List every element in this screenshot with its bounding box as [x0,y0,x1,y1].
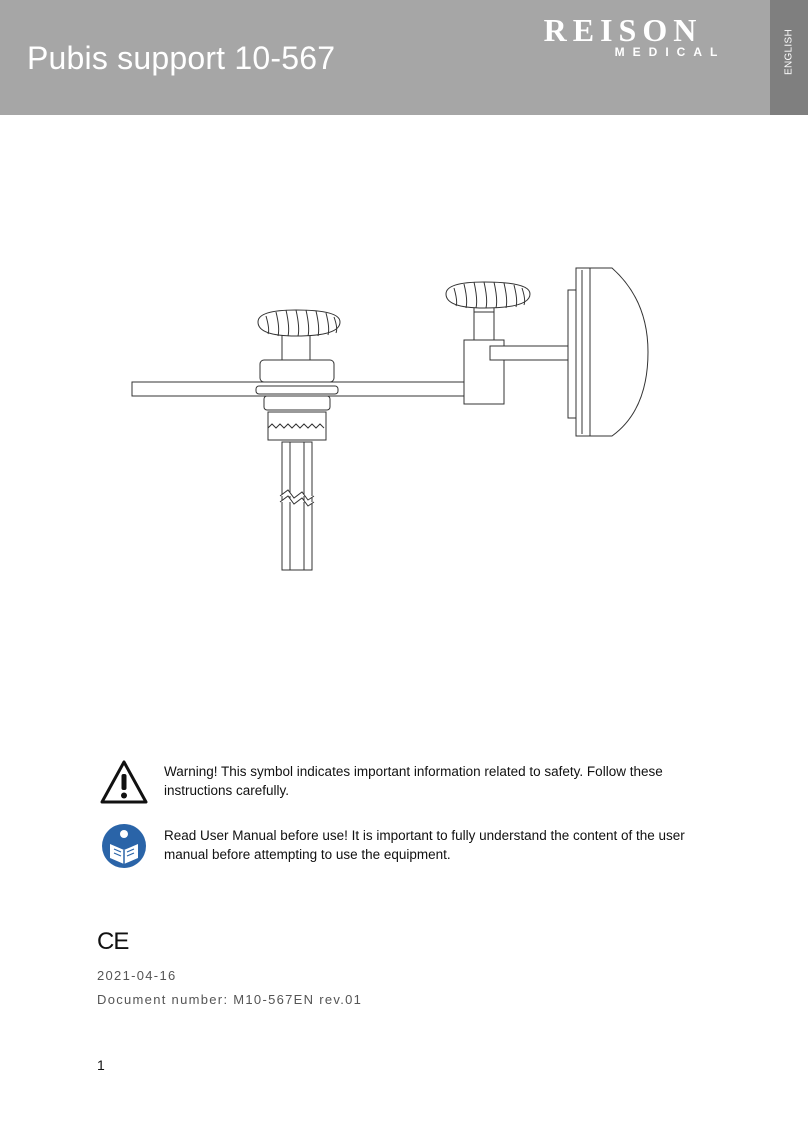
manual-notice [100,822,740,872]
left-collar [260,360,334,382]
logo-bottom-text: MEDICAL [614,45,726,58]
page-title: Pubis support 10-567 [27,40,336,76]
read-manual-icon [100,822,148,870]
document-date: 2021-04-16 [97,968,177,983]
logo-top-text: REISON [543,14,703,48]
pad-rod [490,346,572,360]
pubis-support-drawing [120,260,670,580]
reison-medical-logo [488,14,758,58]
page-number: 1 [97,1057,105,1073]
right-knob-stem [474,304,494,340]
document-number: Document number: M10-567EN rev.01 [97,992,363,1007]
warning-notice [100,758,740,808]
right-knob-head [446,282,530,308]
pad-plate [568,290,576,418]
pad-cushion [576,268,648,436]
header-bar [0,0,770,115]
warning-text: Warning! This symbol indicates important information related to safety. Follow these instructions carefully. [164,764,663,798]
ce-mark-text: CE [97,928,129,952]
ce-mark-icon [97,928,131,952]
language-label: ENGLISH [783,28,795,76]
manual-text: Read User Manual before use! It is important to fully understand the content of the user manual before attempting to use the equipment. [164,828,685,862]
left-knob-stem [282,334,310,360]
language-tab [770,0,808,115]
warning-triangle-icon [100,758,148,806]
